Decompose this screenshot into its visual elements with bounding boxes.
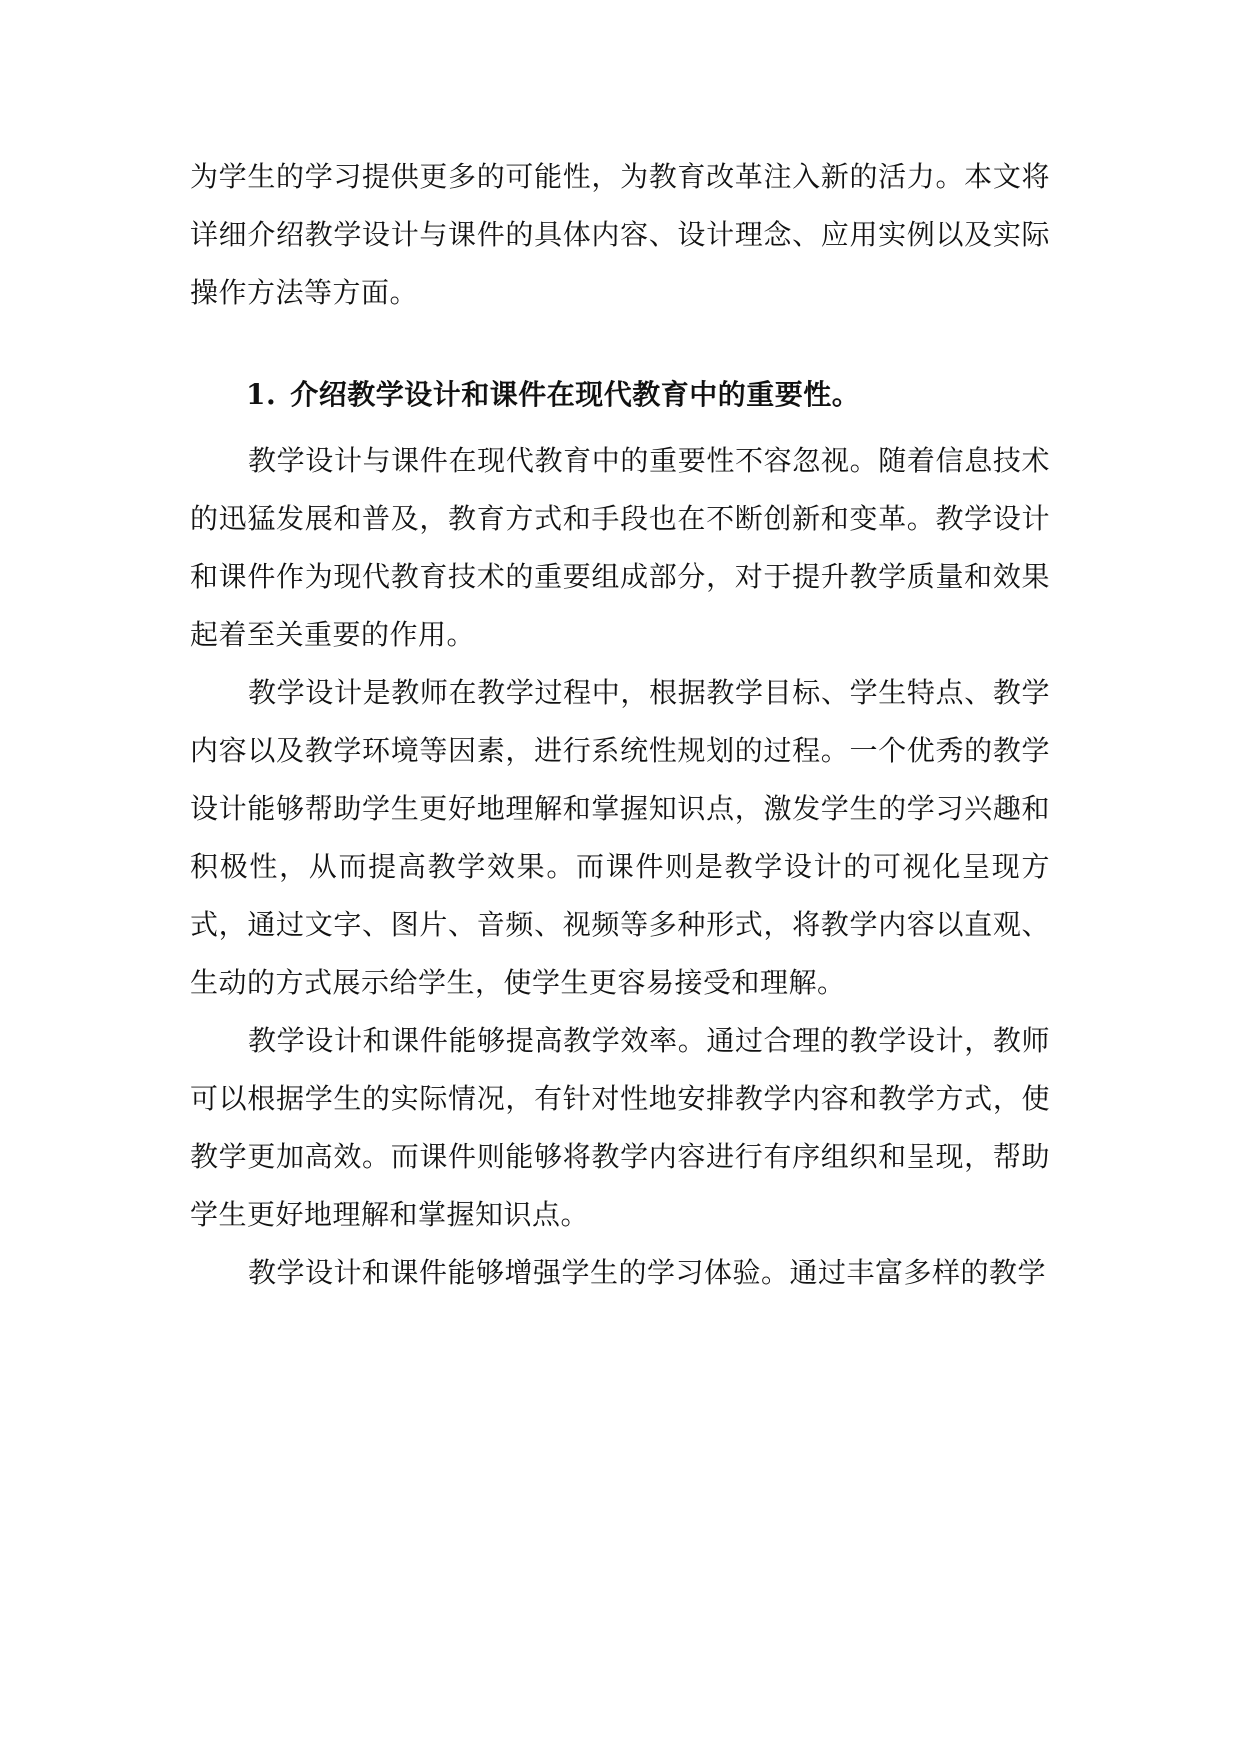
document-page: [190, 148, 1050, 1302]
section-heading: [190, 366, 1050, 424]
body-paragraph-2: 教学设计是教师在教学过程中，根据教学目标、学生特点、教学内容以及教学环境等因素，进行系统性规划的过程。一个优秀的教学设计能够帮助学生更好地理解和掌握知识点，激发学生的学习兴趣和积极性，从而提高教学效果。而课件则是教学设计的可视化呈现方式，通过文字、图片、音频、视频等多种形式，将教学内容以直观、生动的方式展示给学生，使学生更容易接受和理解。: [190, 676, 1050, 999]
body-paragraph-3: 教学设计和课件能够提高教学效率。通过合理的教学设计，教师可以根据学生的实际情况，有针对性地安排教学内容和教学方式，使教学更加高效。而课件则能够将教学内容进行有序组织和呈现，帮助学生更好地理解和掌握知识点。: [190, 1024, 1050, 1231]
section-number: 1.: [246, 378, 277, 411]
intro-paragraph: 为学生的学习提供更多的可能性，为教育改革注入新的活力。本文将详细介绍教学设计与课件的具体内容、设计理念、应用实例以及实际操作方法等方面。: [190, 160, 1050, 309]
section-title: 介绍教学设计和课件在现代教育中的重要性。: [290, 378, 861, 411]
body-paragraph-1: 教学设计与课件在现代教育中的重要性不容忽视。随着信息技术的迅猛发展和普及，教育方式和手段也在不断创新和变革。教学设计和课件作为现代教育技术的重要组成部分，对于提升教学质量和效果起着至关重要的作用。: [190, 444, 1050, 651]
body-paragraph-4: 教学设计和课件能够增强学生的学习体验。通过丰富多样的教学: [248, 1256, 1047, 1289]
